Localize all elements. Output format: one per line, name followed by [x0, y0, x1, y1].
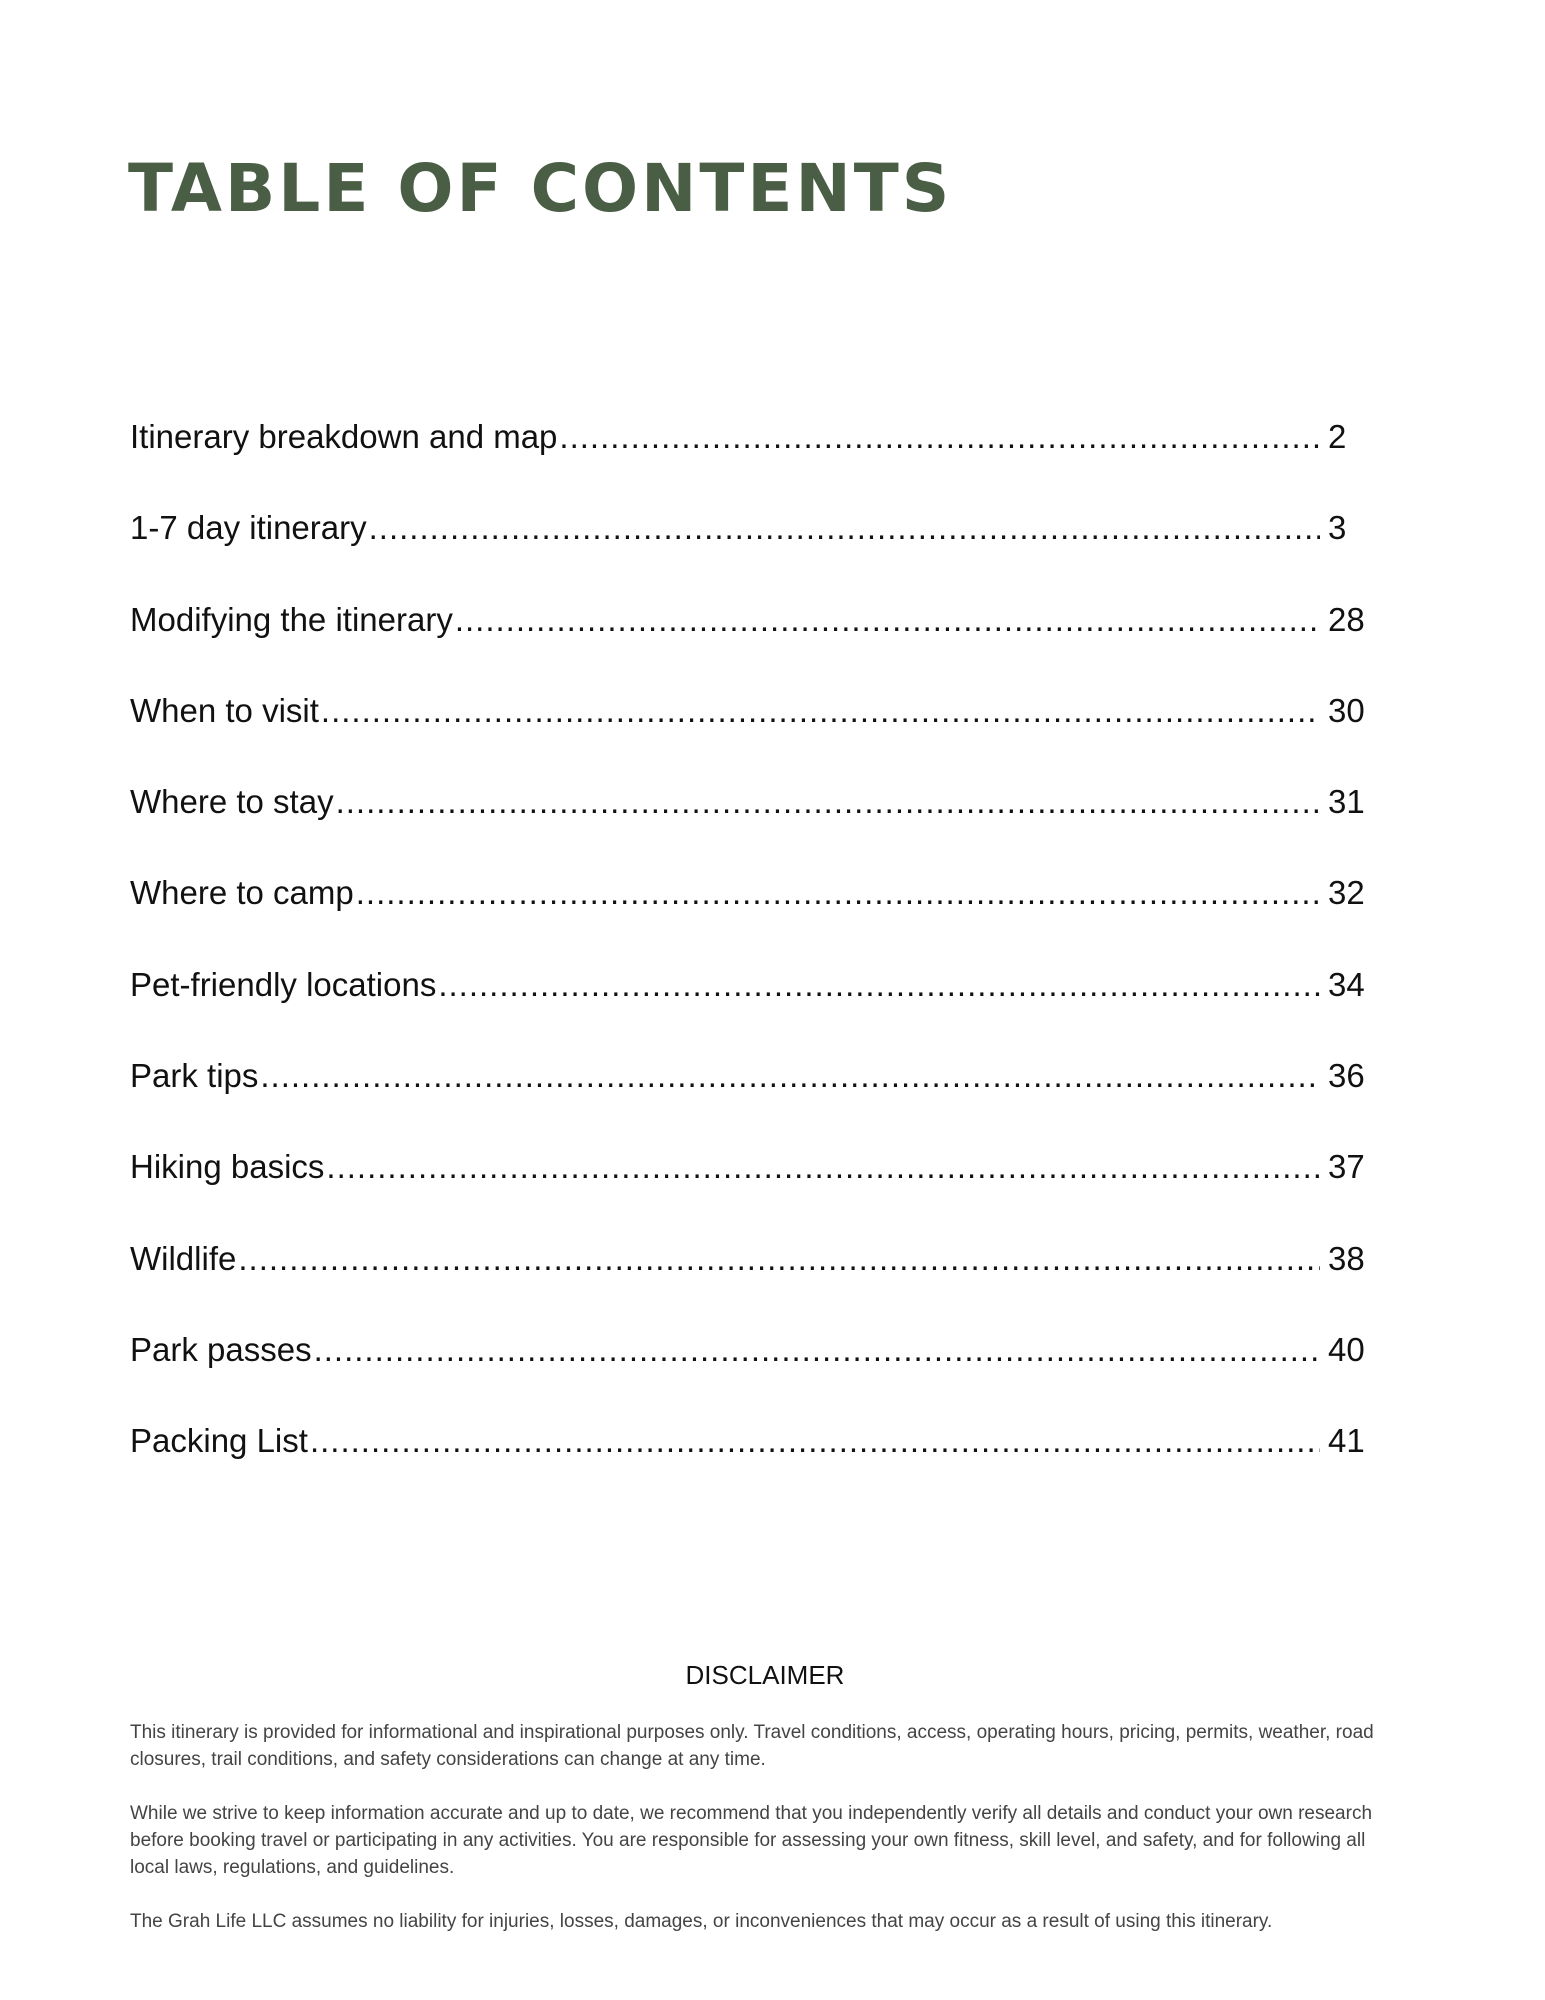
toc-label: Itinerary breakdown and map: [130, 418, 558, 455]
disclaimer-section: [130, 1660, 1400, 1962]
dot-leader: [559, 418, 1320, 456]
toc-entry[interactable]: [130, 1148, 1370, 1239]
disclaimer-paragraph: The Grah Life LLC assumes no liability for injuries, losses, damages, or inconveniences that may occur as a result of using this itinerary.: [130, 1911, 1273, 1932]
toc-page-number: 28: [1328, 600, 1365, 638]
toc-label: Hiking basics: [130, 1148, 325, 1186]
dot-leader: [438, 966, 1320, 1004]
dot-leader: [314, 1331, 1320, 1369]
toc-page-number: 37: [1328, 1148, 1365, 1186]
toc-label: Where to stay: [130, 783, 334, 821]
toc-label: Park passes: [130, 1330, 312, 1368]
toc-page-number: 38: [1328, 1239, 1365, 1277]
toc-entry[interactable]: [130, 692, 1370, 783]
dot-leader: [369, 509, 1320, 547]
dot-leader: [321, 692, 1320, 730]
dot-leader: [260, 1057, 1320, 1095]
table-of-contents: [130, 418, 1370, 1514]
toc-entry[interactable]: [130, 783, 1370, 874]
dot-leader: [356, 874, 1320, 912]
disclaimer-heading: DISCLAIMER: [685, 1660, 845, 1690]
dot-leader: [455, 601, 1320, 639]
toc-page-number: 3: [1328, 509, 1347, 547]
toc-page-number: 30: [1328, 691, 1365, 729]
dot-leader: [326, 1148, 1320, 1186]
toc-page-number: 40: [1328, 1330, 1365, 1368]
toc-label: Wildlife: [130, 1239, 237, 1277]
disclaimer-paragraph: While we strive to keep information accurate and up to date, we recommend that you independently verify all details and conduct your own research before booking travel or participating in any activities. You are responsible for assessing your own fitness, skill level, and safety, and for following all local laws, regulations, and guidelines.: [130, 1803, 1373, 1878]
toc-page-number: 34: [1328, 965, 1365, 1003]
toc-label: Pet-friendly locations: [130, 965, 437, 1003]
toc-entry[interactable]: [130, 1331, 1370, 1422]
toc-label: Packing List: [130, 1422, 308, 1460]
toc-entry[interactable]: [130, 1422, 1370, 1513]
toc-page-number: 2: [1328, 418, 1347, 455]
toc-entry[interactable]: [130, 966, 1370, 1057]
toc-label: When to visit: [130, 691, 319, 729]
toc-label: Park tips: [130, 1057, 259, 1095]
page-title: TABLE OF CONTENTS: [128, 150, 953, 227]
toc-page-number: 31: [1328, 783, 1365, 821]
toc-entry[interactable]: [130, 601, 1370, 692]
toc-label: Modifying the itinerary: [130, 600, 453, 638]
toc-label: Where to camp: [130, 874, 354, 912]
toc-page-number: 36: [1328, 1057, 1365, 1095]
toc-entry[interactable]: [130, 874, 1370, 965]
dot-leader: [336, 783, 1320, 821]
toc-label: 1-7 day itinerary: [130, 509, 367, 547]
toc-page-number: 32: [1328, 874, 1365, 912]
toc-entry[interactable]: [130, 1240, 1370, 1331]
dot-leader: [310, 1422, 1320, 1460]
toc-entry[interactable]: [130, 1057, 1370, 1148]
toc-entry[interactable]: [130, 509, 1370, 600]
dot-leader: [238, 1240, 1320, 1278]
disclaimer-paragraph: This itinerary is provided for informational and inspirational purposes only. Travel conditions, access, operating hours, pricing, permits, weather, road closures, trail conditions, and safety considerations can change at any time.: [130, 1722, 1374, 1770]
toc-entry[interactable]: [130, 418, 1370, 509]
toc-page-number: 41: [1328, 1422, 1365, 1460]
